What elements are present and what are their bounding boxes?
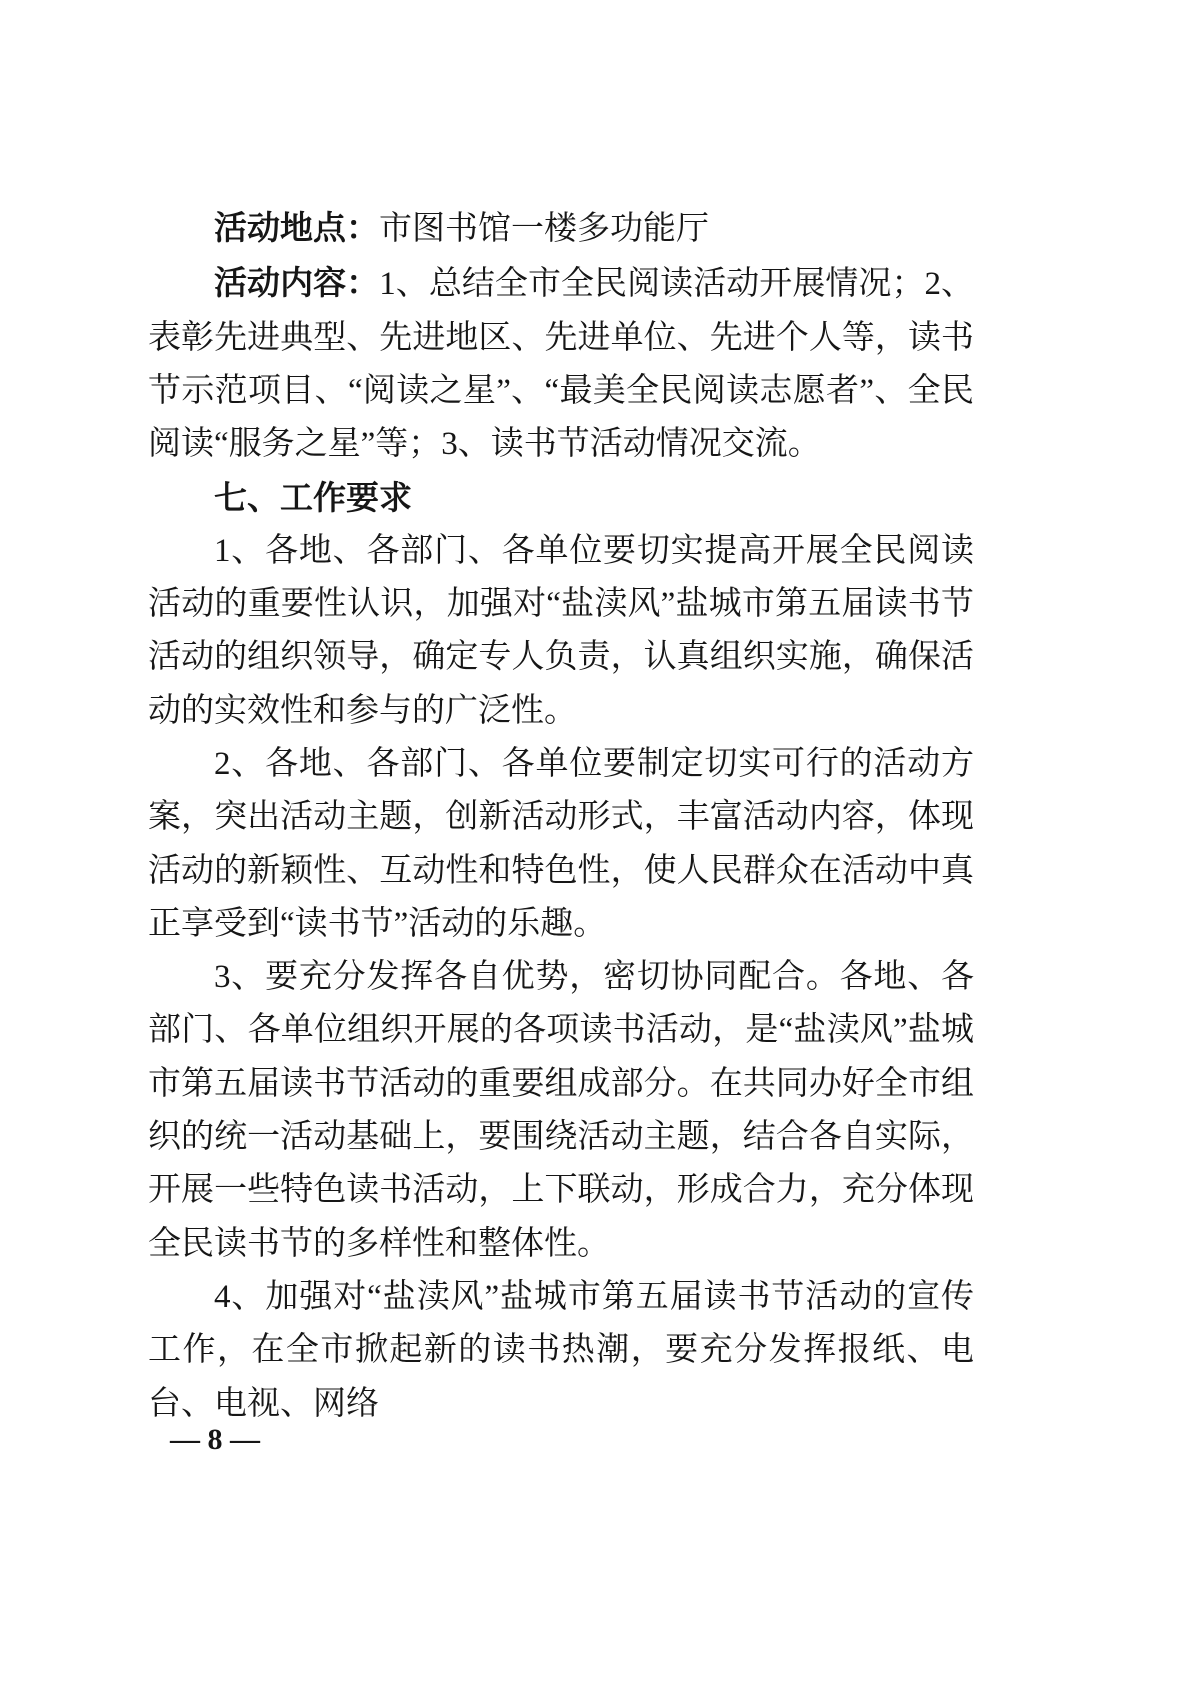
section-heading: 七、工作要求 — [214, 478, 412, 518]
requirement-paragraph-4: 4、加强对“盐渎风”盐城市第五届读书节活动的宣传工作，在全市掀起新的读书热潮，要充分发挥报纸、电台、电视、网络 — [148, 1278, 974, 1422]
activity-content-label: 活动内容： — [214, 263, 380, 303]
requirement-paragraph-2: 2、各地、各部门、各单位要制定切实可行的活动方案，突出活动主题，创新活动形式，丰富活动内容，体现活动的新颖性、互动性和特色性，使人民群众在活动中真正享受到“读书节”活动的乐趣。 — [148, 745, 974, 942]
page-number: — 8 — — [170, 1423, 260, 1456]
requirement-paragraph-1: 1、各地、各部门、各单位要切实提高开展全民阅读活动的重要性认识，加强对“盐渎风”盐城市第五届读书节活动的组织领导，确定专人负责，认真组织实施，确保活动的实效性和参与的广泛性。 — [148, 532, 974, 729]
document-body — [148, 201, 974, 1431]
requirement-paragraph-3: 3、要充分发挥各自优势，密切协同配合。各地、各部门、各单位组织开展的各项读书活动，是“盐渎风”盐城市第五届读书节活动的重要组成部分。在共同办好全市组织的统一活动基础上，要围绕活动主题，结合各自实际，开展一些特色读书活动，上下联动，形成合力，充分体现全民读书节的多样性和整体性。 — [148, 959, 974, 1262]
activity-location-label: 活动地点： — [214, 208, 379, 247]
activity-location-paragraph — [148, 201, 974, 256]
activity-content-paragraph — [148, 256, 974, 471]
activity-location-text: 市图书馆一楼多功能厅 — [379, 211, 709, 247]
activity-content-text: 1、总结全市全民阅读活动开展情况；2、表彰先进典型、先进地区、先进单位、先进个人等，读书节示范项目、“阅读之星”、“最美全民阅读志愿者”、全民阅读“服务之星”等；3、读书节活动情况交流。 — [148, 266, 975, 463]
